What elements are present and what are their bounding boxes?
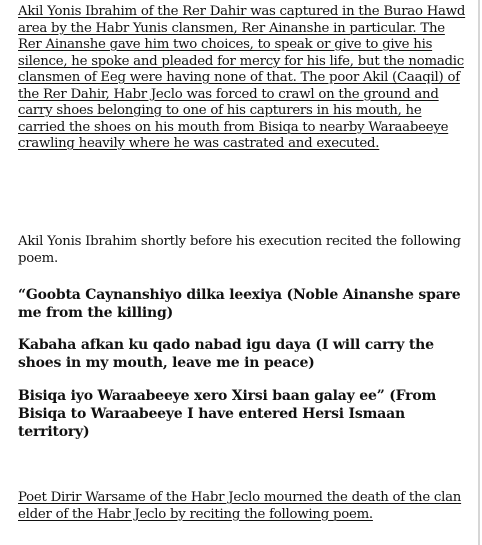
poem-intro-paragraph: Akil Yonis Ibrahim shortly before his execution recited the following poem. (18, 234, 461, 266)
poem-line-1: “Goobta Caynanshiyo dilka leexiya (Noble Ainanshe spare me from the killing) (18, 287, 461, 321)
mourning-paragraph: Poet Dirir Warsame of the Habr Jeclo mourned the death of the clan elder of the Habr Jeclo by reciting the following poem. (18, 490, 462, 522)
capture-paragraph: Akil Yonis Ibrahim of the Rer Dahir was captured in the Burao Hawd area by the Habr Yunis clansmen, Rer Ainanshe in particular. The Rer Ainanshe gave him two choices, to speak or give to give his silence, he spoke and pleaded for mercy for his life, but the nomadic clansmen of Eeg were having none of that. The poor Akil (Caaqil) of the Rer Dahir, Habr Jeclo was forced to crawl on the ground and carry shoes belonging to one of his capturers in his mouth, he carried the shoes on his mouth from Bisiqa to nearby Waraabeeye crawling heavily where he was castrated and executed. (18, 4, 466, 151)
poem-line-2: Kabaha afkan ku qado nabad igu daya (I will carry the shoes in my mouth, leave me in peace) (18, 337, 434, 371)
poem-line-3: Bisiqa iyo Waraabeeye xero Xirsi baan galay ee” (From Bisiqa to Waraabeeye I have entered Hersi Ismaan territory) (18, 388, 437, 440)
